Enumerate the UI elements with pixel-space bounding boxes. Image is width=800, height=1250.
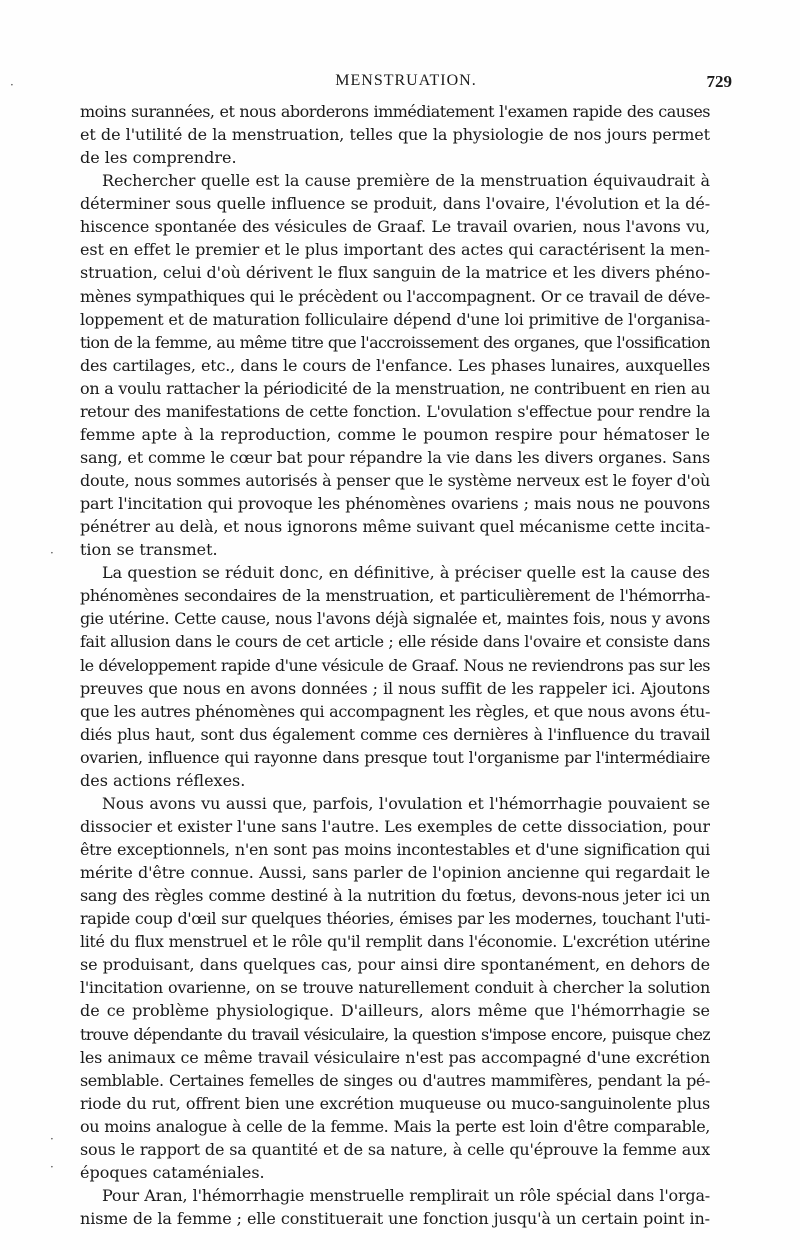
text-line: tion de la femme, au même titre que l'accroissement des organes, que l'ossification <box>80 332 710 352</box>
text-line: retour des manifestations de cette fonction. L'ovulation s'effectue pour rendre la <box>80 401 710 421</box>
text-line: dissocier et exister l'une sans l'autre. Les exemples de cette dissociation, pour <box>80 816 710 836</box>
margin-dot: · <box>50 1132 54 1146</box>
text-line: époques cataméniales. <box>80 1162 265 1182</box>
page-number: 729 <box>706 72 732 91</box>
text-line: sang des règles comme destiné à la nutrition du fœtus, devons-nous jeter ici un <box>80 886 710 906</box>
paragraph-start-line: Nous avons vu aussi que, parfois, l'ovulation et l'hémorrhagie pouvaient se <box>102 793 710 813</box>
text-line: mérite d'être connue. Aussi, sans parler de l'opinion ancienne qui regardait le <box>80 863 710 883</box>
text-line: se produisant, dans quelques cas, pour ainsi dire spontanément, en dehors de <box>80 955 710 975</box>
text-line: que les autres phénomènes qui accompagnent les règles, et que nous avons étu- <box>80 701 710 721</box>
text-line: sang, et comme le cœur bat pour répandre la vie dans les divers organes. Sans <box>80 447 710 467</box>
text-line: des actions réflexes. <box>80 770 246 790</box>
paragraph-start-line: Rechercher quelle est la cause première de la menstruation équivaudrait à <box>102 171 710 191</box>
text-line: rapide coup d'œil sur quelques théories, émises par les modernes, touchant l'uti- <box>80 909 710 929</box>
text-line: tion se transmet. <box>80 540 218 560</box>
text-line: semblable. Certaines femelles de singes ou d'autres mammifères, pendant la pé- <box>80 1070 710 1090</box>
text-line: ovarien, influence qui rayonne dans presque tout l'organisme par l'intermédiaire <box>80 747 710 767</box>
text-line: de ce problème physiologique. D'ailleurs, alors même que l'hémorrhagie se <box>80 1001 710 1021</box>
text-line: ou moins analogue à celle de la femme. Mais la perte est loin d'être comparable, <box>80 1116 710 1136</box>
body-text <box>80 100 710 1230</box>
text-line: phénomènes secondaires de la menstruation, et particulièrement de l'hémorrha- <box>80 586 710 606</box>
text-line: nisme de la femme ; elle constituerait une fonction jusqu'à un certain point in- <box>80 1209 710 1228</box>
margin-dot: · <box>50 1160 54 1174</box>
text-line: sous le rapport de sa quantité et de sa nature, à celle qu'éprouve la femme aux <box>80 1139 710 1159</box>
text-line: mènes sympathiques qui le précèdent ou l'accompagnent. Or ce travail de déve- <box>80 286 710 306</box>
text-line: est en effet le premier et le plus important des actes qui caractérisent la men- <box>80 240 710 260</box>
text-line: pénétrer au delà, et nous ignorons même suivant quel mécanisme cette incita- <box>80 517 710 537</box>
margin-dot: · <box>50 546 54 560</box>
text-line: doute, nous sommes autorisés à penser que le système nerveux est le foyer d'où <box>80 471 710 490</box>
text-line: femme apte à la reproduction, comme le poumon respire pour hématoser le <box>80 424 710 444</box>
text-line: struation, celui d'où dérivent le flux sanguin de la matrice et les divers phéno- <box>80 263 710 283</box>
text-line: trouve dépendante du travail vésiculaire, la question s'impose encore, puisque chez <box>80 1024 710 1044</box>
text-line: les animaux ce même travail vésiculaire n'est pas accompagné d'une excrétion <box>80 1047 710 1067</box>
text-line: de les comprendre. <box>80 148 237 168</box>
text-line: fait allusion dans le cours de cet article ; elle réside dans l'ovaire et consiste dans <box>80 632 710 652</box>
text-line: l'incitation ovarienne, on se trouve naturellement conduit à chercher la solution <box>80 978 710 998</box>
text-line: être exceptionnels, n'en sont pas moins incontestables et d'une signification qui <box>80 840 710 859</box>
paragraph-start-line: La question se réduit donc, en définitive, à préciser quelle est la cause des <box>102 563 710 583</box>
text-line: part l'incitation qui provoque les phénomènes ovariens ; mais nous ne pouvons <box>80 494 710 514</box>
text-line: diés plus haut, sont dus également comme ces dernières à l'influence du travail <box>80 724 710 744</box>
text-line: loppement et de maturation folliculaire dépend d'une loi primitive de l'organisa- <box>80 309 710 329</box>
running-title: MENSTRUATION. <box>335 72 477 89</box>
text-line: le développement rapide d'une vésicule de Graaf. Nous ne reviendrons pas sur les <box>80 655 710 675</box>
text-line: hiscence spontanée des vésicules de Graaf. Le travail ovarien, nous l'avons vu, <box>80 217 710 237</box>
text-line: des cartilages, etc., dans le cours de l'enfance. Les phases lunaires, auxquelles <box>80 355 710 375</box>
text-line: lité du flux menstruel et le rôle qu'il remplit dans l'économie. L'excrétion utérine <box>80 932 710 952</box>
text-line: riode du rut, offrent bien une excrétion muqueuse ou muco-sanguinolente plus <box>80 1093 710 1113</box>
text-line: déterminer sous quelle influence se produit, dans l'ovaire, l'évolution et la dé- <box>80 194 710 214</box>
text-line: gie utérine. Cette cause, nous l'avons déjà signalée et, maintes fois, nous y avons <box>80 609 710 629</box>
text-line: moins surannées, et nous aborderons immédiatement l'examen rapide des causes <box>80 102 710 121</box>
running-head <box>80 72 732 98</box>
paragraph-start-line: Pour Aran, l'hémorrhagie menstruelle remplirait un rôle spécial dans l'orga- <box>102 1185 710 1205</box>
margin-dot: · <box>10 78 14 92</box>
text-line: et de l'utilité de la menstruation, telles que la physiologie de nos jours permet <box>80 125 710 145</box>
text-line: preuves que nous en avons données ; il nous suffit de les rappeler ici. Ajoutons <box>80 678 710 698</box>
text-line: on a voulu rattacher la périodicité de la menstruation, ne contribuent en rien au <box>80 378 710 398</box>
